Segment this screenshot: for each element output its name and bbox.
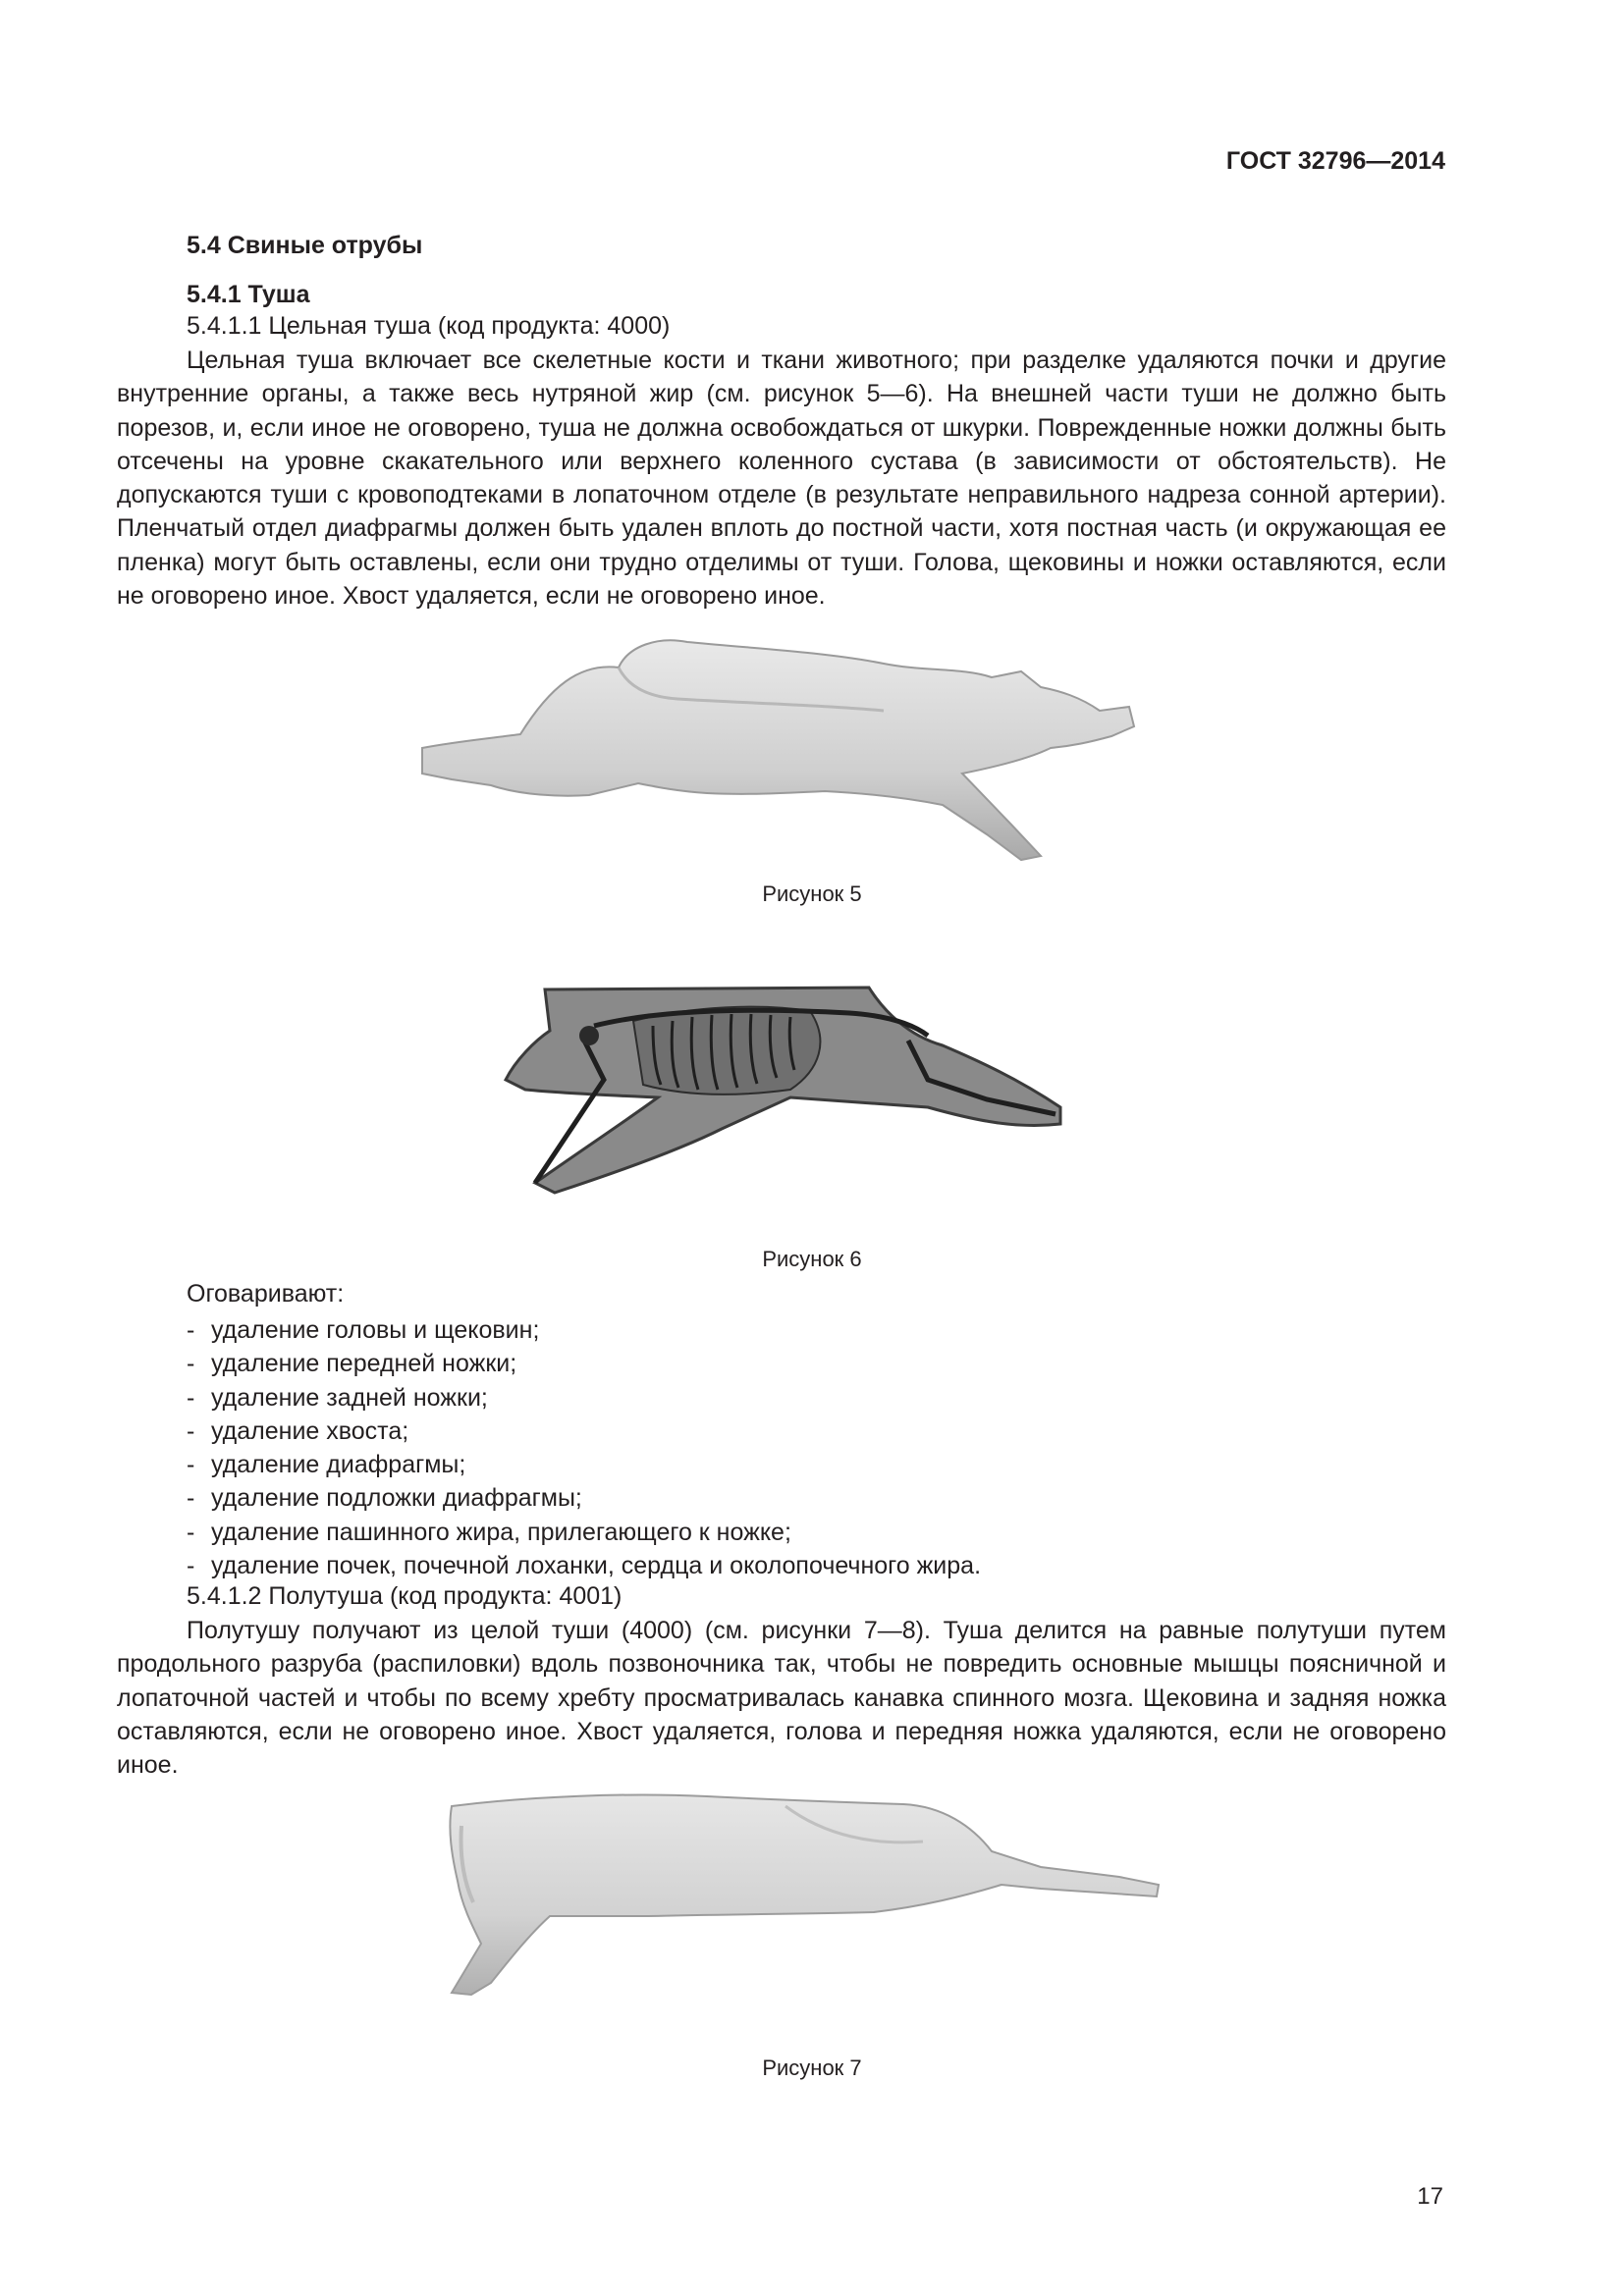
carcass-shape	[422, 640, 1134, 860]
clause-paragraph-4001: Полутушу получают из целой туши (4000) (см. рисунки 7—8). Туша делится на равные полутуши путем продольного разруба (распиловки) вдоль позвоночника так, чтобы не повредить основные мышцы поясничной и лопаточной частей и чтобы по всему хребту просматривалась канавка спинного мозга. Щековина и задняя ножка оставляются, если не оговорено иное. Хвост удаляется, голова и передняя ножка удаляются, если не оговорено иное.	[117, 1617, 1446, 1780]
options-list	[187, 1313, 981, 1582]
figure-carcass-skeleton	[496, 982, 1065, 1198]
figure-6-caption: Рисунок 6	[762, 1247, 862, 1271]
list-item: - удаление почек, почечной лоханки, сердца и околопочечного жира.	[187, 1552, 982, 1580]
list-item: - удаление подложки диафрагмы;	[187, 1484, 582, 1513]
list-item: - удаление хвоста;	[187, 1416, 409, 1445]
clause-title-4000: 5.4.1.1 Цельная туша (код продукта: 4000)	[187, 312, 671, 340]
clause-title-4001: 5.4.1.2 Полутуша (код продукта: 4001)	[187, 1582, 623, 1610]
page-number: 17	[1417, 2183, 1443, 2210]
subsection-title: 5.4.1 Туша	[187, 281, 310, 308]
list-item: - удаление задней ножки;	[187, 1383, 488, 1412]
list-item: - удаление передней ножки;	[187, 1350, 517, 1378]
half-carcass-shape	[450, 1794, 1159, 1995]
options-intro: Оговаривают:	[187, 1280, 345, 1308]
list-item: - удаление пашинного жира, прилегающего к ножке;	[187, 1518, 791, 1546]
figure-5-caption: Рисунок 5	[762, 881, 862, 906]
figure-whole-carcass	[412, 628, 1159, 874]
clause-paragraph-4000: Цельная туша включает все скелетные кости и ткани животного; при разделке удаляются почки и другие внутренние органы, а также весь нутряной жир (см. рисунок 5—6). На внешней части туши не должно быть порезов, и, если иное не оговорено, туша не должна освобождаться от шкурки. Поврежденные ножки должны быть отсечены на уровне скакательного или верхнего коленного сустава (в зависимости от обстоятельств). Не допускаются туши с кровоподтеками в лопаточном отделе (в результате неправильного надреза сонной артерии). Пленчатый отдел диафрагмы должен быть удален вплоть до постной части, хотя постная часть (и окружающая ее пленка) могут быть оставлены, если они трудно отделимы от туши. Голова, щековины и ножки оставляются, если не оговорено иное. Хвост удаляется, если не оговорено иное.	[117, 347, 1446, 611]
figure-half-carcass	[412, 1787, 1168, 2012]
figure-7-caption: Рисунок 7	[762, 2056, 862, 2080]
list-item: - удаление головы и щековин;	[187, 1316, 540, 1344]
document-id: ГОСТ 32796—2014	[1225, 147, 1445, 175]
list-item: - удаление диафрагмы;	[187, 1451, 466, 1479]
section-title: 5.4 Свиные отрубы	[187, 232, 423, 259]
